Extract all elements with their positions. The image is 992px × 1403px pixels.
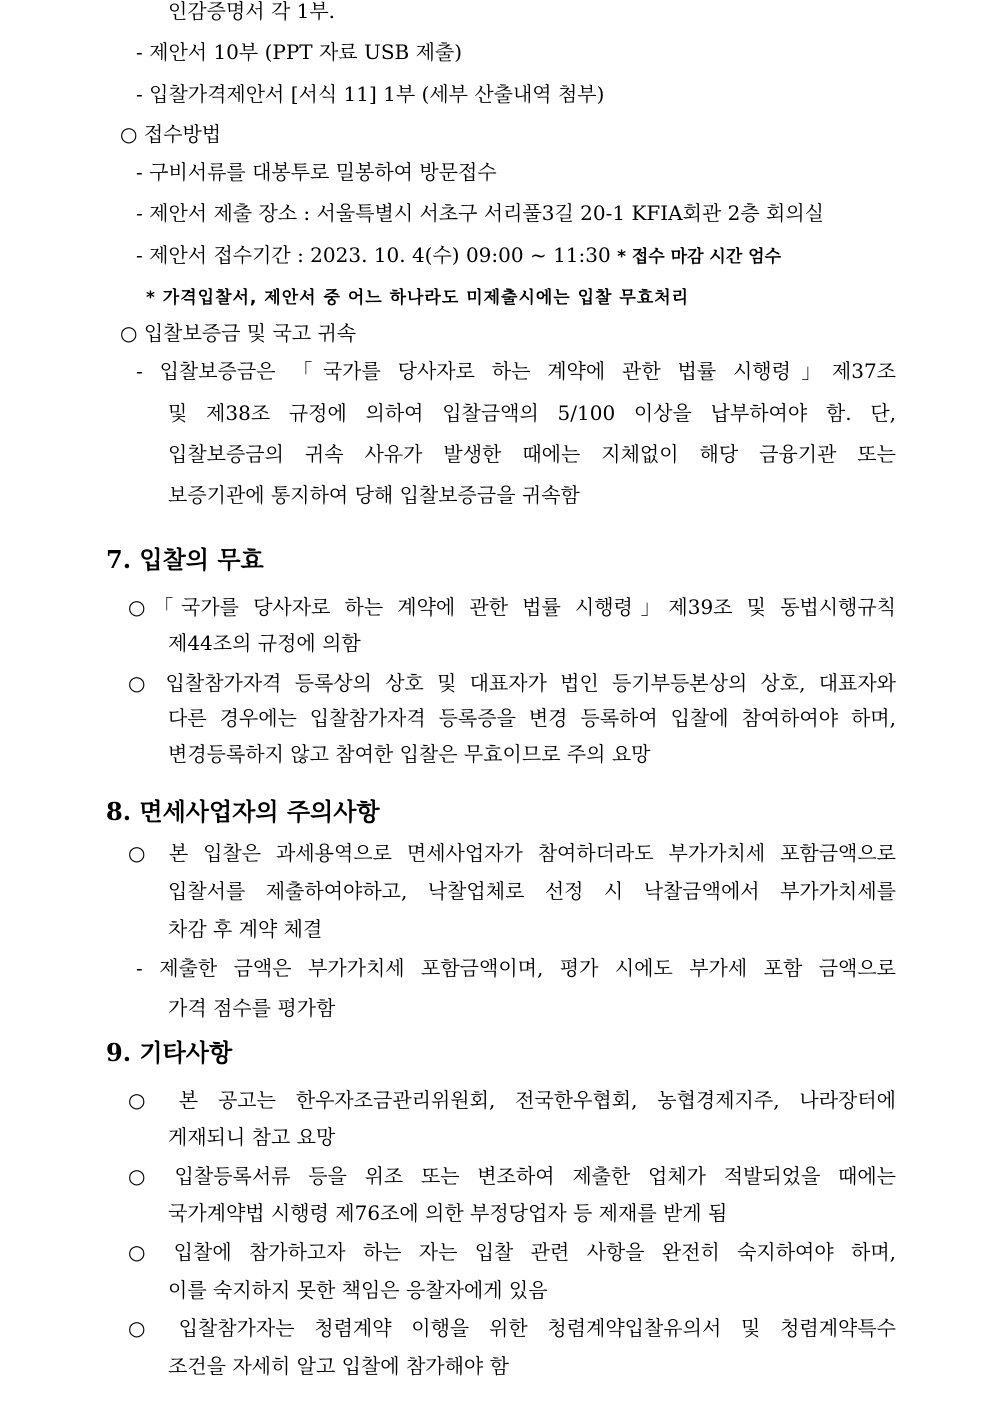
dash-marker: -: [136, 82, 143, 106]
deadline-note: * 접수 마감 시간 엄수: [617, 247, 782, 267]
section-7-heading: 7. 입찰의 무효: [106, 545, 264, 574]
dash-marker: -: [136, 201, 143, 225]
circle-marker: ○: [120, 321, 138, 345]
section-9-paragraph: ○ 본 공고는 한우자조금관리위원회, 전국한우협회, 농협경제지주, 나라장터에: [128, 1088, 896, 1112]
section-7-paragraph: 제44조의 규정에 의함: [168, 631, 361, 655]
doc-item: [136, 79, 604, 109]
reception-period: [136, 240, 781, 272]
invalid-note: * 가격입찰서, 제안서 중 어느 하나라도 미제출시에는 입찰 무효처리: [146, 288, 690, 308]
doc-item-text: 제안서 10부 (PPT 자료 USB 제출): [149, 40, 463, 64]
section-9-paragraph: 이를 숙지하지 못한 책임은 응찰자에게 있음: [168, 1278, 548, 1302]
section-7-paragraph: 변경등록하지 않고 참여한 입찰은 무효이므로 주의 요망: [168, 742, 651, 766]
reception-item: [136, 157, 497, 187]
reception-item-text: 구비서류를 대봉투로 밀봉하여 방문접수: [149, 160, 497, 184]
section-8-paragraph: 차감 후 계약 체결: [168, 917, 323, 941]
section-7-paragraph: ○「국가를 당사자로 하는 계약에 관한 법률 시행령」제39조 및 동법시행규칙: [128, 595, 896, 619]
section-7-paragraph: ○ 입찰참가자격 등록상의 상호 및 대표자가 법인 등기부등본상의 상호, 대표자와: [128, 671, 896, 695]
dash-marker: -: [136, 160, 143, 184]
deposit-title: [120, 318, 356, 348]
section-9-paragraph: ○ 입찰참가자는 청렴계약 이행을 위한 청렴계약입찰유의서 및 청렴계약특수: [128, 1316, 896, 1340]
dash-marker: -: [136, 243, 143, 267]
reception-title-text: 접수방법: [143, 122, 222, 146]
deposit-title-text: 입찰보증금 및 국고 귀속: [143, 321, 357, 345]
reception-item-text: 제안서 제출 장소 : 서울특별시 서초구 서리풀3길 20-1 KFIA회관 2층 회의실: [149, 201, 824, 225]
section-7-paragraph: 다른 경우에는 입찰참가자격 등록증을 변경 등록하여 입찰에 참여하여야 하며,: [168, 706, 896, 730]
section-9-heading: 9. 기타사항: [106, 1038, 233, 1067]
reception-item: [136, 198, 824, 228]
reception-period-text: 제안서 접수기간 : 2023. 10. 4(수) 09:00 ~ 11:30: [149, 243, 611, 267]
doc-item-text: 입찰가격제안서 [서식 11] 1부 (세부 산출내역 첨부): [149, 82, 605, 106]
continuation-line: 인감증명서 각 1부.: [168, 0, 336, 23]
section-9-paragraph: 조건을 자세히 알고 입찰에 참가해야 함: [168, 1354, 509, 1378]
section-8-paragraph: 입찰서를 제출하여야하고, 낙찰업체로 선정 시 낙찰금액에서 부가가치세를: [168, 879, 896, 903]
reception-title: [120, 119, 221, 149]
circle-marker: ○: [120, 122, 138, 146]
section-8-paragraph: 가격 점수를 평가함: [168, 996, 336, 1020]
deposit-line: 및 제38조 규정에 의하여 입찰금액의 5/100 이상을 납부하여야 함. 단,: [168, 401, 896, 425]
dash-marker: -: [136, 40, 143, 64]
deposit-line: 보증기관에 통지하여 당해 입찰보증금을 귀속함: [168, 483, 580, 507]
doc-item: [136, 37, 462, 67]
section-9-paragraph: ○ 입찰등록서류 등을 위조 또는 변조하여 제출한 업체가 적발되었을 때에는: [128, 1164, 896, 1188]
section-9-paragraph: ○ 입찰에 참가하고자 하는 자는 입찰 관련 사항을 완전히 숙지하여야 하며,: [128, 1240, 896, 1264]
deposit-line: - 입찰보증금은 「국가를 당사자로 하는 계약에 관한 법률 시행령」제37조: [136, 359, 896, 383]
section-8-heading: 8. 면세사업자의 주의사항: [106, 797, 380, 826]
section-9-paragraph: 게재되니 참고 요망: [168, 1125, 336, 1149]
section-9-paragraph: 국가계약법 시행령 제76조에 의한 부정당업자 등 제재를 받게 됨: [168, 1201, 728, 1225]
section-8-paragraph: - 제출한 금액은 부가가치세 포함금액이며, 평가 시에도 부가세 포함 금액으로: [136, 956, 896, 980]
section-8-paragraph: ○ 본 입찰은 과세용역으로 면세사업자가 참여하더라도 부가가치세 포함금액으로: [128, 841, 896, 865]
deposit-line: 입찰보증금의 귀속 사유가 발생한 때에는 지체없이 해당 금융기관 또는: [168, 442, 896, 466]
